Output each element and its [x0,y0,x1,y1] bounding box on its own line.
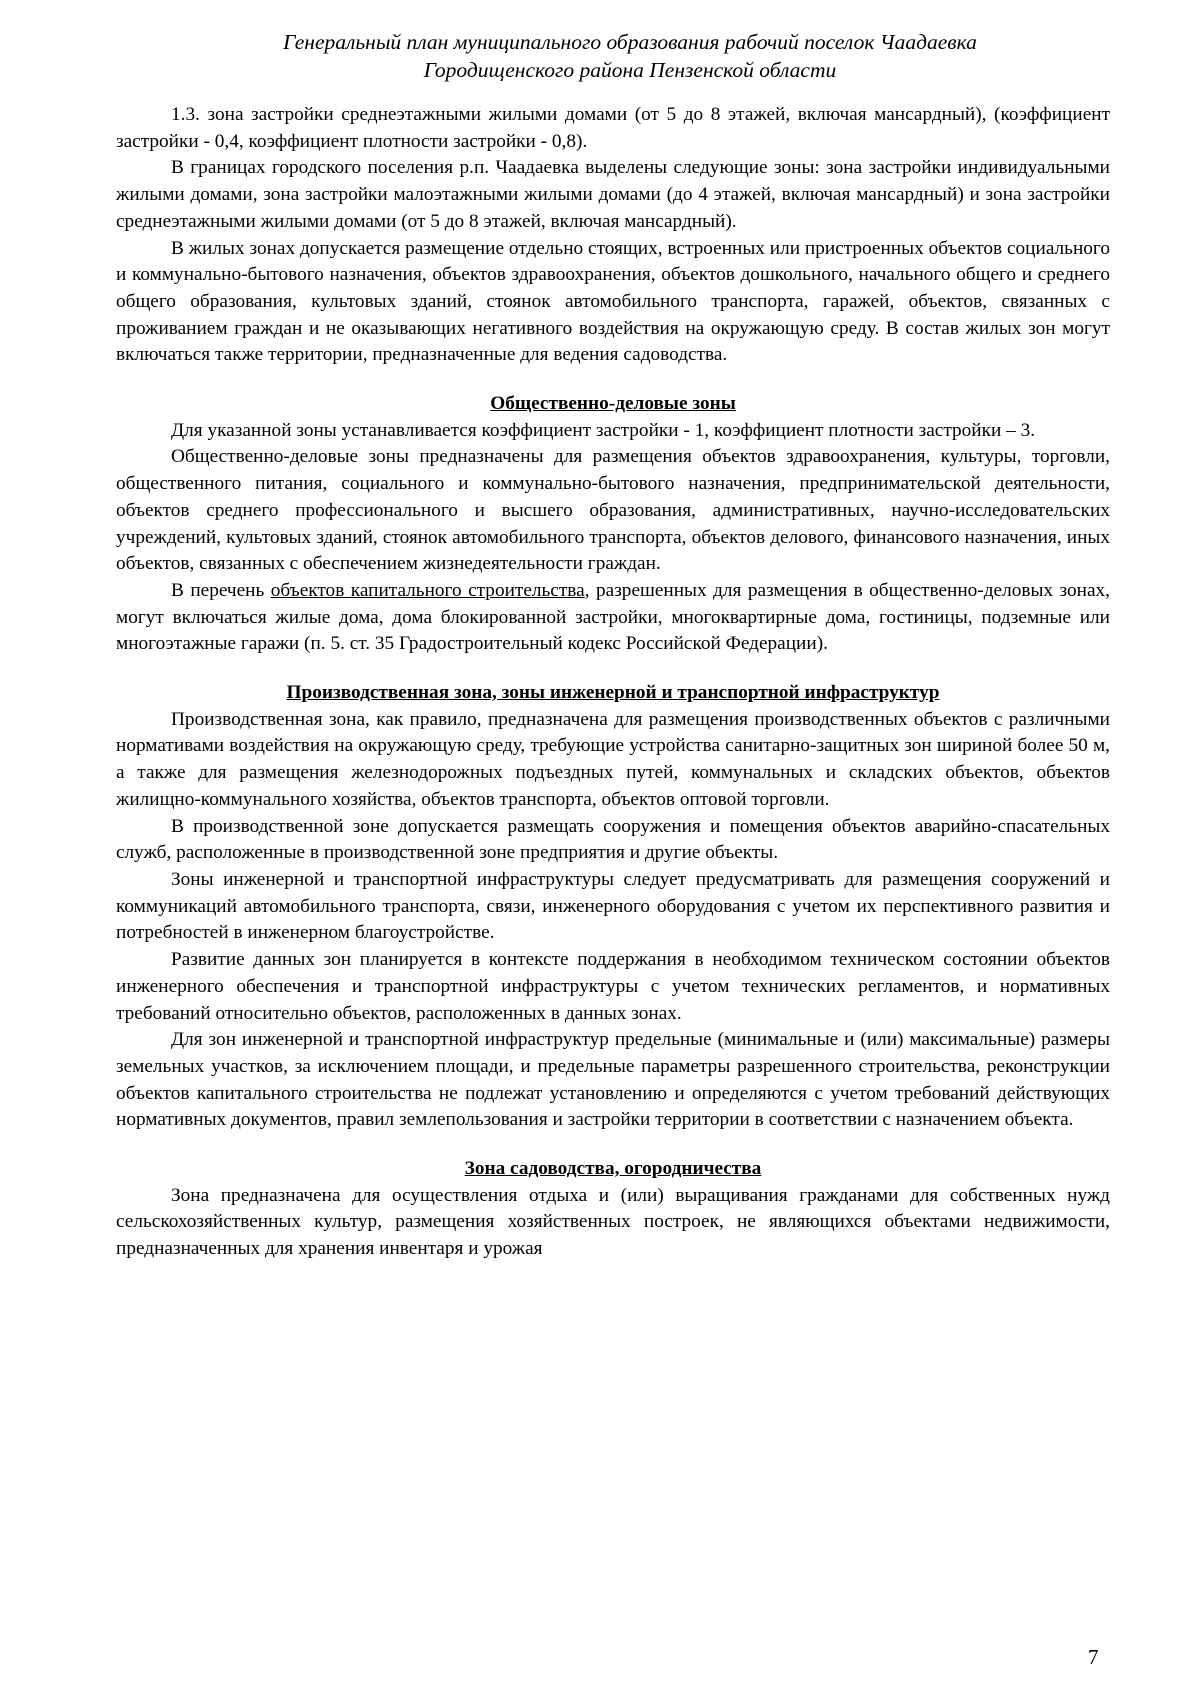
business-zones-heading: Общественно-деловые зоны [490,393,736,415]
business-paragraph-3-start: В перечень [171,579,271,601]
capital-construction-link[interactable]: объектов капитального строительства [270,579,585,601]
header-line-2: Городищенского района Пензенской области [423,58,837,82]
residential-paragraph-3: В жилых зонах допускается размещение отдельно стоящих, встроенных или пристроенных объектов социального и коммунально-бытового назначения, объектов здравоохранения, объектов дошкольного, начального общего и среднего общего образования, культовых зданий, стоянок автомобильного транспорта, гаражей, объектов, связанных с проживанием граждан и не оказывающих негативного воздействия на окружающую среду. В состав жилых зон могут включаться также территории, предназначенные для ведения садоводства. [116,237,1110,366]
industrial-zone-heading: Производственная зона, зоны инженерной и транспортной инфраструктур [286,682,940,704]
garden-zone-heading: Зона садоводства, огородничества [464,1158,762,1180]
header-line-1: Генеральный план муниципального образования рабочий поселок Чаадаевка [283,30,977,54]
garden-paragraph-1: Зона предназначена для осуществления отдыха и (или) выращивания гражданами для собственных нужд сельскохозяйственных культур, размещения хозяйственных построек, не являющихся объектами недвижимости, предназначенных для хранения инвентаря и урожая [116,1184,1110,1260]
industrial-paragraph-1: Производственная зона, как правило, предназначена для размещения производственных объектов с различными нормативами воздействия на окружающую среду, требующие устройства санитарно-защитных зон шириной более 50 м, а также для размещения железнодорожных подъездных путей, коммунальных и складских объектов, объектов жилищно-коммунального хозяйства, объектов транспорта, объектов оптовой торговли. [116,708,1110,810]
document-header [150,28,1110,84]
residential-paragraph-2: В границах городского поселения р.п. Чаадаевка выделены следующие зоны: зона застройки индивидуальными жилыми домами, зона застройки малоэтажными жилыми домами (до 4 этажей, включая мансардный) и зона застройки среднеэтажными жилыми домами (от 5 до 8 этажей, включая мансардный). [116,157,1110,232]
business-paragraph-3 [116,578,1110,658]
industrial-paragraph-3: Зоны инженерной и транспортной инфраструктуры следует предусматривать для размещения сооружений и коммуникаций автомобильного транспорта, связи, инженерного оборудования с учетом их перспективного развития и потребностей в инженерном благоустройстве. [116,868,1110,944]
residential-paragraph-1: 1.3. зона застройки среднеэтажными жилыми домами (от 5 до 8 этажей, включая мансардный), (коэффициент застройки - 0,4, коэффициент плотности застройки - 0,8). [116,104,1110,152]
business-paragraph-1: Для указанной зоны устанавливается коэффициент застройки - 1, коэффициент плотности застройки – 3. [171,419,1036,441]
industrial-paragraph-2: В производственной зоне допускается размещать сооружения и помещения объектов аварийно-спасательных служб, расположенные в производственной зоне предприятия и другие объекты. [116,815,1110,864]
industrial-paragraph-5: Для зон инженерной и транспортной инфраструктур предельные (минимальные и (или) максимальные) размеры земельных участков, за исключением площади, и предельные параметры разрешенного строительства, реконструкции объектов капитального строительства не подлежат установлению и определяются с учетом требований действующих нормативных документов, правил землепользования и застройки территории в соответствии с назначением объекта. [116,1029,1110,1131]
industrial-paragraph-4: Развитие данных зон планируется в контексте поддержания в необходимом техническом состоянии объектов инженерного обеспечения и транспортной инфраструктуры с учетом технических регламентов, и нормативных требований относительно объектов, расположенных в данных зонах. [116,949,1110,1024]
document-body [116,102,1110,1263]
business-paragraph-3-end: , разрешенных для размещения в общественно-деловых зонах, могут включаться жилые дома, дома блокированной застройки, многоквартирные дома, гостиницы, подземные или многоэтажные гаражи (п. 5. ст. 35 Градостроительный кодекс Российской Федерации). [116,579,1110,655]
page-number: 7 [1088,1645,1099,1669]
business-paragraph-2: Общественно-деловые зоны предназначены для размещения объектов здравоохранения, культуры, торговли, общественного питания, социального и коммунально-бытового назначения, предпринимательской деятельности, объектов среднего профессионального и высшего образования, административных, научно-исследовательских учреждений, культовых зданий, стоянок автомобильного транспорта, объектов делового, финансового назначения, иных объектов, связанных с обеспечением жизнедеятельности граждан. [116,446,1110,575]
